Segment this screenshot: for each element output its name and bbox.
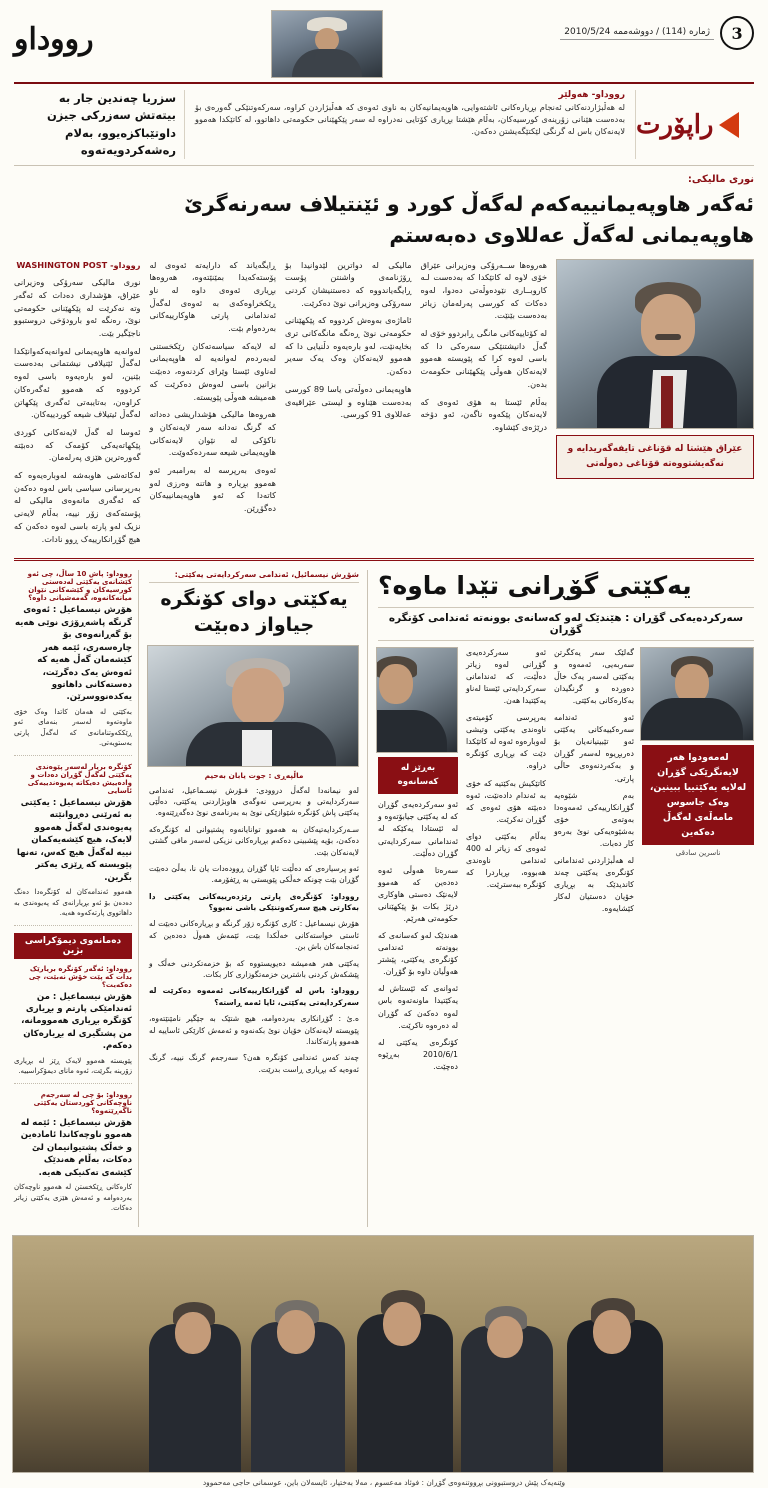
question-title: رووداو: کۆنگرەی پارتی رێزدەرییەکانی یەکێتی دا بەکارتی هیچ سەرکەوتنێکی باشی نەبوو؟ [149, 891, 359, 913]
unity-headline: یەکێتی گۆڕانی تێدا ماوە؟ [378, 571, 692, 601]
head-shape [175, 1312, 211, 1354]
moustache-shape [655, 334, 681, 340]
lead-article [14, 174, 754, 561]
news-headline: هۆرش نیسماعیل : ئەوەی گرنگە پاشەڕۆژی نوێی هەیە بۆ گەڕانەوەی بۆ چارەسەری، ئێمە هەر کێشەمان گەڵ هەیە کە ئەوەش یەک دەگرێت، دەستەکانی داهاتوو یەکدەنووسرێن. [14, 605, 132, 703]
paragraph: مالیکی لە دواترین لێدوانیدا بۆ ڕۆژنامەی واشنتن پۆست ڕایگەیاندووە کە دەستنیشان کردنی سەرۆکی وەزیرانی نوێ دەکرێت. [285, 259, 412, 308]
news-text: پێویستە هەموو لایەک ڕێز لە بڕیاری زۆرینە بگرێت، ئەوە مانای دیمۆکراسییە. [14, 1056, 132, 1076]
interview-body [149, 785, 359, 1076]
paragraph: لە هەڵبژاردنی ئەندامانی کۆنگرەی یەکێتی چەند کاندیدێک بە بڕیاری خۆیان دەستیان لەکار کێشایەوە. [554, 856, 634, 914]
paragraph: لە لایەکە سیاسەتەکان رێکخستنی لەبەردەم لەوانەیە لە هاوپەیمانی لەناوی ئێستا وێرای کردنەوە، دەبێت بزانین باسی لەوەش دەکرێت کە هەمیشە هەوڵی پێویستە. [149, 340, 276, 402]
lead-headline-line1: ئەگەر هاوپەیمانییەکەم لەگەڵ کورد و ئێنتیلاف سەرنەگرێ [184, 192, 754, 216]
list-item [14, 570, 132, 756]
lead-columns [14, 259, 547, 551]
paragraph: ئەو پرسیارەی کە دەڵێت ئایا گۆڕان ڕوودەدات یان نا، بەڵێ دەبێت گۆڕان بێت چونکە خەڵکی پێویستی بە ڕێفۆرمە. [149, 863, 359, 885]
bottom-photo-block [14, 1235, 754, 1488]
news-headline: هۆرش نیسماعیل : من ئەندامێکی پارتم و بڕیاری کۆنگرە بڕیاری هەموومانە، من پشتگیری لە بڕیارەکان دەکەم. [21, 991, 132, 1052]
middle-section [14, 570, 754, 1226]
paragraph: ئەو سەرکردەیەی گۆڕانی لەوە زیاتر دەڵێت، کە ئەندامانی سەرکردایەتی ئێستا لەناو یەکێتیدا هەن. [466, 647, 546, 706]
barzani-portrait-photo [271, 10, 383, 78]
interview-kicker: شۆڕش نیسمائیل، ئەندامی سەرکردایەتی یەکێتی: [149, 570, 359, 583]
shirt-shape [242, 730, 272, 766]
paragraph: بەڵام بەکێتی دوای ئەوەی کە زیاتر لە 400 ئەندامی ناوەندی هەبووە، بڕیاردرا کە کۆنگرە ببەسترێت. [466, 831, 546, 890]
paragraph: ئەوانەی کە ئێستاش لە یەکێتیدا ماونەتەوە باس لەوە دەکەن کە گۆڕان لە دەرەوە ناکرێت. [378, 984, 458, 1030]
face-shape [379, 664, 413, 704]
paragraph: لەکاتەشی هاوبەشە لەوبارەیەوە کە بەرپرسانی سیاسی باس لەوە دەکەن کە ئەگەری مانەوەی مالیکی لە پۆستەکەی زۆر نییە، بەڵام لایەنی نزیک لەو پارتە باسی لەوە دەکەن کە هیچ گۆڕانکارییەک ڕوو نادات. [14, 470, 141, 544]
paragraph: ئەو ئەندامە سەرەکییەکانی یەکێتی ئەو تێبینیانەیان بۆ دەربڕیوە لەسەر گۆڕان و بەکەردنەوەی حاڵی پارتی. [554, 713, 634, 783]
face-shape [232, 668, 284, 726]
head-shape [593, 1310, 631, 1354]
paragraph: نوری مالیکی سەرۆکی وەزیرانی عێراق، هۆشداری دەدات کە ئەگەر وتە نەکرێت لە پێکهێنانی حکومەتی نوێ، رەنگە ئەو بارودۆخی دروستبوو ناجێگیر بێت. [14, 277, 141, 339]
paragraph: ئەوسا لە گەڵ لایەنەکانی کوردی پێکهاتەیەکی کۆمەک کە دەبێتە گەورەترین هێزی پەرلەمان. [14, 426, 141, 463]
paragraph: لەو نیمانەدا لەگەڵ دروودی: فـۆرش نیسـماعیل، ئەندامی سەرکردایەتی و بەرپرسی نەوگەی هاوبژاردنی یەکێتی، دەڵێی یەکێتی پاش کۆنگرە شێوازێکی نوێ بە بەرنامەی نوێ دەگەڕێتەوە. [149, 785, 359, 818]
unity-subhead: سەرکردەیەکی گۆڕان : هێندێک لەو کەسانەی بوونەتە ئەندامی کۆنگرە گۆڕان [378, 607, 754, 641]
tie-shape [661, 376, 673, 428]
masthead-left [560, 8, 754, 50]
pull-quote-box: عێراق هێشتا لە قۆناغی تایفەگەریدایە و نەگەیشتووەتە قۆناغی دەوڵەتی [556, 435, 754, 480]
issue-line: ژماره (114) / دووشەممە 2010/5/24 [560, 27, 714, 40]
triangle-icon [719, 112, 739, 138]
unity-side-media [642, 647, 754, 858]
unity-columns [378, 647, 754, 1078]
lead-column-1 [14, 259, 141, 551]
news-text: کارەکانی ڕێکخستن لە هەموو ناوچەکان بەردەوامە و ئەمەش هێزی یەکێتی زیاتر دەکات. [14, 1183, 132, 1213]
body-shape [376, 710, 447, 752]
paragraph: هەروەها مالیکی هۆشداریشی دەداتە کە گرنگ نەدانە سەر لایەنەکان و ناکۆکی لە نێوان لایەنەکانی هاوپەیمانی شیعە سەردەکەوێت. [149, 409, 276, 458]
photo-caption: ناسرین سادقی [675, 848, 721, 858]
interview-byline: ماڵپەڕی : جوت یابان بەحیم [204, 770, 304, 780]
masthead [14, 8, 754, 84]
paragraph: چەند کەس ئەندامی کۆنگرە هەن؟ سەرجەم گرنگ نییە، گرنگ ئەوەیە کە بڕیاری ڕاست بدرێت. [149, 1053, 359, 1074]
interview-headline: یەکێتی دوای کۆنگرە جیاواز دەبێت [160, 588, 348, 636]
report-kicker: رووداو- هەولێر [558, 90, 625, 100]
paragraph: کاتێکیش بەکێتیە کە خۆی بە ئەندام دادەنێت، ئەوە دەبێتە هۆی ئەوەی کە گۆڕان نەکرێت. [466, 778, 546, 824]
lead-body [14, 259, 754, 551]
lead-headline-line2: هاوپەیمانی لەگەڵ عەللاوی دەبەستم [389, 222, 754, 247]
unity-column-1 [554, 647, 634, 921]
body-shape [641, 698, 743, 740]
report-tag [636, 90, 754, 159]
lead-column-3 [285, 259, 412, 551]
paragraph: یەکێتی هەر هەمیشە دەیویستووە کە بۆ خزمەتکردنی خەڵک و پێشکەش کردنی باشترین خزمەتگوزاری کار بکات. [149, 958, 359, 980]
question-title: رووداو: باس لە گۆڕانکارییەکانی ئەمەوە دەکرێت لە سەرکردایەتی یەکێتی، ئایا ئەمە ڕاستە؟ [149, 986, 359, 1007]
unity-column-3 [378, 647, 458, 1078]
politician-portrait-center [376, 647, 458, 753]
paragraph: ئەو سەرکردەیەی گۆڕان کە لە یەکێتی جیابۆتەوە و لە ئێستادا یەکێکە لە ئەندامانی سەرکردایەتی گۆڕان دەڵێت. [378, 800, 458, 858]
report-body: لە هەڵبژاردنەکانی ئەنجام بڕیارەکانی ئاشتەوایی، هاوپەیمانیەکان بە ناوی ئەوەی کە هەڵبژاردن کراوە، سەرکەوتنێکی گەورەی بۆ بەدەست هێنانی زۆرینەی کورسیەکان، بەڵام هێشتا بڕیاری کۆتایی نەدراوە لە سەر پێکهێنانی حکومەتی داهاتوو، لە کاتێکدا هەموو لایەنەکان باس لە گرنگی لێکتێگەیشتن دەکەن. [195, 102, 625, 136]
paragraph: بەم شێوەیە گۆڕانکارییەکی ئەمەوەدا بەوتەی خۆی بەشێوەیەکی نوێ بەرەو کار دەبات. [554, 790, 634, 848]
news-kicker: رووداو: بۆ چی لە سەرجەم ناوچەکانی کوردستان یەکێتی ناگەڕێتەوە؟ [33, 1090, 132, 1115]
far-right-news-column [14, 570, 139, 1226]
list-item [14, 965, 132, 1084]
paragraph: بەڵام ئێستا بە هۆی ئەوەی کە لایەنەکان پێکەوە ناگەن، ئەو دۆخە درێژەی کێشاوە. [420, 396, 547, 432]
nouri-maliki-portrait [556, 259, 754, 429]
body-shape [292, 49, 362, 77]
page-number: 3 [720, 16, 754, 50]
list-item [14, 1091, 132, 1220]
report-strip [14, 90, 754, 166]
news-kicker: کۆنگرە بریار لەسەر پێوەندی یەکێتی لەگەڵ گۆڕان دەدات و وادەییش دەیکاتە پەیوەندییەکی ئاسایی [27, 762, 132, 795]
shorsh-ismail-portrait [147, 645, 359, 767]
paragraph: لەوانەیە هاوپەیمانی لەوانەیەکەوانێکدا لەگەڵ ئێتیلافی نیشتمانی بەدەست بێنین، لەو بارەیەوە باسی لەوە کردووە کە هەموو ئەگەرەکان کراوەن، بەتایبەتی ئەگەری پێکهاتن لەگەڵ ئیتیلاف شیعە کوردییەکان. [14, 345, 141, 420]
pull-quote-bar: لەمەودوا هەر لایەنگرێکی گۆڕان لەلایە یەکێتییا ببینین، وەک جاسوس مامەڵەی لەگەڵ دەکەین [642, 745, 754, 845]
lead-column-2 [150, 259, 277, 551]
paragraph: هەروەها ســەرۆکی وەزیرانی عێراق خۆی لاوە لە کاتێکدا کە بەدەست لـە کاروبــاری نێودەوڵەتی دەدوا، لەوە دەکات کە کورسی پەرلەمان زیاتر بەدەست بێنێت. [420, 259, 547, 321]
lead-headline [14, 189, 754, 251]
paragraph: سەرەتا هەوڵی ئەوە دەدەین کە هەموو لایەنێک دەستی هاوکاری درێژ بکات بۆ پێکهێنانی حکومەتی هەرێم. [378, 865, 458, 923]
politicians-group-photo [12, 1235, 754, 1473]
newspaper-logo: رووداو [14, 22, 94, 57]
report-strip-text [185, 90, 636, 159]
section-banner: دەمانەوی دیمۆکراسی بژین [14, 933, 132, 959]
head-shape [383, 1302, 421, 1346]
news-kicker: رووداو: پاش 10 ساڵ، چی ئەو کێشانەی یەکێتی لەدەستی کورسیەکان و کێشەکانی نێوان میانەکانەوە، گەمەشیانی داوە؟ [27, 570, 132, 603]
paragraph: کۆنگرەی یەکێتی لە 2010/6/1 بەڕێوە دەچێت. [378, 1037, 458, 1071]
lead-column-4 [421, 259, 548, 551]
news-headline: هۆرش نیسماعیل : یەکێتی بە ئەرێنی دەڕوانێتە پەیوەندی لەگەڵ هەموو لایەک، هیچ کێشەیەکمان نییە لەگەڵ هیچ کەس، تەنها پێویستە کە ڕێزی یەکتر بگرین. [16, 797, 132, 883]
news-text: بەکێتی لە هەمان کاتدا وەک خۆی ماوەتەوە لەسەر بنەمای ئەو ڕێککەوتنامانەی کە لەگەڵ پارتی بەستویەتی. [14, 707, 132, 748]
paragraph: لە کۆتاییەکانی مانگی ڕابردوو خۆی لە گەڵ دانیشتنێکی سەرەکی دا کە باسی لەوە کرا کە پێویستە هەموو لایەنەکان هەوڵی پێکهێنانی حکومەت بدەن. [420, 328, 547, 389]
report-right-headline: سزریا چەندین جار بە بیتەتش سەزرکی جیزن داوتێباکزەیوو، بەلام رەشەکردویەتەوە [14, 90, 185, 159]
column-kicker: رووداو- WASHINGTON POST [16, 259, 141, 270]
paragraph: ئاماژەی بەوەش کردووە کە پێکهێنانی حکومەتی نوێ ڕەنگە مانگەکانی تری بخایەنێت، لەو بارەیەوە دڵنیایی دا کە هەموو لایەنەکان وەک یەک سەیر دەکەن. [285, 315, 412, 377]
interview-box [149, 570, 368, 1226]
bottom-photo-caption: وێنەیەک پێش دروستبوونی بڕووتنەوەی گۆڕان : فوئاد مەعسوم ، مەلا بەختیار، ئایسەلان باین، عوسمانی حاجی مەحموود [202, 1477, 566, 1487]
head-shape [277, 1310, 315, 1354]
paragraph: بەرپرسی کۆمیتەی ناوەندی یەکێتی وتیشی لەوبارەوە ئەوە لە کاتێکدا دێت کە بڕیاری کۆنگرە دراوە. [466, 713, 546, 771]
news-headline: هۆرش نیسماعیل : ئێمە لە هەموو ناوچەکاندا ئامادەین و خەڵک پشتیوانیمان لێ دەکات، بەڵام هەندێک کێشەی تەکنیکی هەیە. [20, 1117, 132, 1178]
paragraph: ئەوەی بەرپرسە لە بەرامبەر ئەو هەموو بڕیارە و هاتنە وەرزی لەو کاتەدا کە ئەو هاوپەیمانییەکان دەگۆڕێن. [149, 465, 276, 514]
list-item [14, 763, 132, 926]
paragraph: هاوپەیمانی دەوڵەتی یاسا 89 کورسی بەدەست هێناوە و لیستی عێراقیەی عەللاوی 91 کورسی. [285, 383, 412, 420]
report-tag-label: راپۆرت [636, 109, 714, 140]
caption-bar: بەڕێز لە کەسانەوە [378, 757, 458, 795]
unity-article [378, 570, 754, 1226]
answer-text: هۆرش نیسماعیل : کاری کۆنگرە زۆر گرنگە و بڕیارەکانی دەبێت لە ئاستی خواستەکانی خەڵکدا بێت، ئێمەش هەوڵ دەدەین کە ئەنجامەکان باش بن. [149, 919, 359, 952]
face-shape [641, 294, 695, 356]
news-text: هەموو ئەندامەکان لە کۆنگرەدا دەنگ دەدەن بۆ ئەو بڕیارانەی کە پەیوەندی بە داهاتووی پارتەکەوە هەیە. [14, 888, 132, 918]
paragraph: گەلێک سەر یەکگرتن سەربەیی، ئەمەوە و بەکێتی لەسەر یەک خاڵ دەوردە و گرنگیدان بەکارەکانی بەکێتی. [554, 647, 634, 706]
paragraph: سـەرکردایەتیەکان بە هەموو توانایانەوە پشتیوانی لە کۆنگرەکە دەکەن، بۆیە پێشبینی دەکەم بڕیارەکانی نزیکی لەسەر مافی گشتی لایەنەکان بێت. [149, 824, 359, 857]
head-shape [487, 1316, 523, 1358]
answer-text: ه.ئ : گۆڕانکاری بەردەوامە، هیچ شتێک بە جێگیر نامێنێتەوە، پێویستە لایەنەکان خۆیان نوێ بکەنەوە و ئەمەش کارێکی ئاساییە لە هەموو پارتەکاندا. [149, 1014, 359, 1046]
masthead-photo-wrap [94, 8, 561, 78]
paragraph: ڕایگەیاند کە دارایەتە ئەوەی لە پۆستەکەیدا بمێنێتەوە، هەروەها بڕیاری ئەوەی داوە لە ناو ڕێکخراوەکەی بە ئەوەی لەگەڵ ئەندامانی پارتی هاوکارییەکانی بەردەوام بێت. [149, 259, 276, 334]
politician-portrait-left [640, 647, 754, 741]
lead-byline: نوری مالیکی: [687, 174, 754, 185]
paragraph: هەندێک لەو کەسانەی کە بوونەتە ئەندامی کۆنگرەی یەکێتی، پێشتر هەوڵیان داوە بۆ گۆڕان. [378, 931, 458, 977]
unity-column-2 [466, 647, 546, 896]
news-kicker: رووداو: ئەگەر کۆنگرە بریارێک بدات کە پێت خۆش نەبێت، چی دەکەیت؟ [28, 964, 132, 989]
